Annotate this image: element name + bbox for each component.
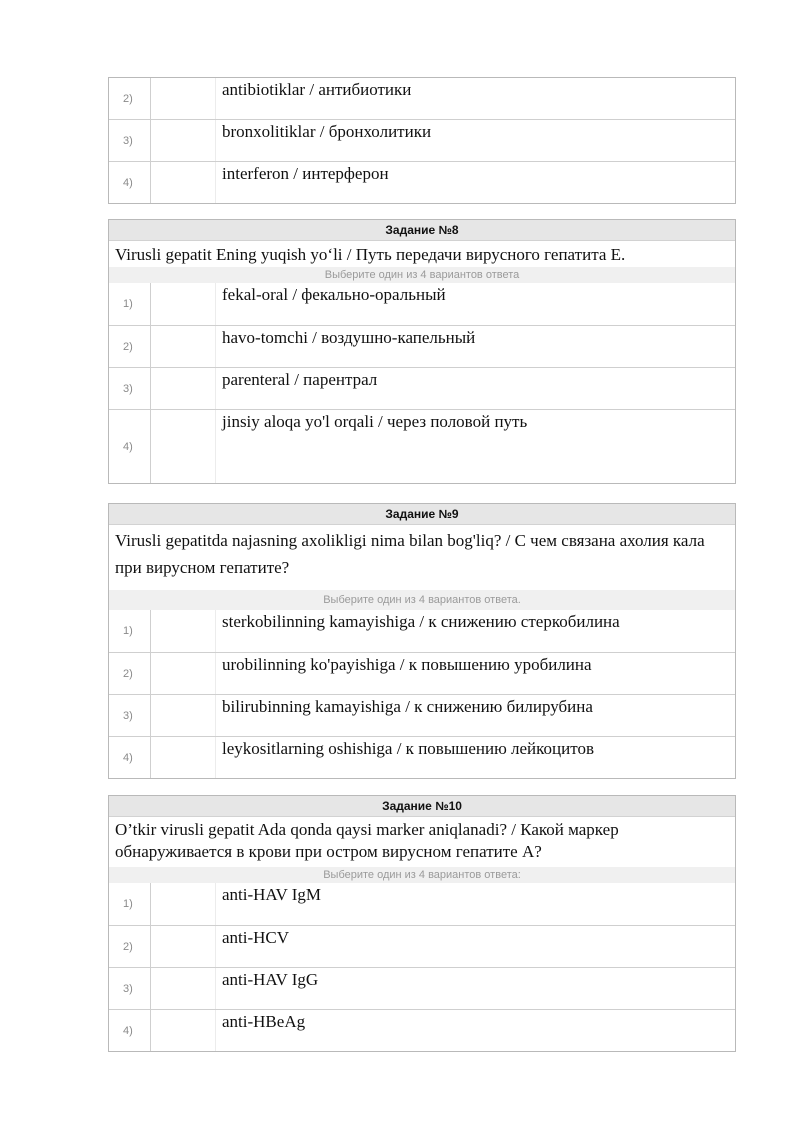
answer-option[interactable] bbox=[109, 325, 735, 367]
answer-option[interactable] bbox=[109, 1009, 735, 1051]
option-number: 3) bbox=[109, 695, 151, 736]
answer-option[interactable] bbox=[109, 967, 735, 1009]
option-number: 4) bbox=[109, 410, 151, 483]
option-text: interferon / интерферон bbox=[222, 164, 389, 183]
option-text: parenteral / парентрал bbox=[222, 370, 378, 389]
answer-option[interactable] bbox=[109, 283, 735, 325]
task-header: Задание №9 bbox=[109, 504, 735, 525]
answer-option[interactable] bbox=[109, 78, 735, 119]
option-number: 3) bbox=[109, 120, 151, 161]
option-text: urobilinning ko'payishiga / к повышению уробилина bbox=[222, 655, 592, 674]
answer-option[interactable] bbox=[109, 694, 735, 736]
question-text: Virusli gepatit Ening yuqish yoʻli / Путь передачи вирусного гепатита E. bbox=[115, 245, 626, 264]
task8-block bbox=[108, 219, 736, 484]
option-text: anti-HBeAg bbox=[222, 1012, 306, 1031]
question-text: Virusli gepatitda najasning axolikligi nima bilan bog'liq? / С чем связана ахолия кала при вирусном гепатите? bbox=[115, 531, 705, 577]
option-number: 1) bbox=[109, 610, 151, 652]
option-number: 2) bbox=[109, 78, 151, 119]
option-number: 1) bbox=[109, 883, 151, 925]
option-text: jinsiy aloqa yo'l orqali / через половой путь bbox=[222, 412, 528, 431]
option-text: bilirubinning kamayishiga / к снижению билирубина bbox=[222, 697, 593, 716]
task-header: Задание №10 bbox=[109, 796, 735, 817]
option-text: antibiotiklar / антибиотики bbox=[222, 80, 412, 99]
option-text: leykositlarning oshishiga / к повышению лейкоцитов bbox=[222, 739, 594, 758]
answer-option[interactable] bbox=[109, 736, 735, 778]
option-text: havo-tomchi / воздушно-капельный bbox=[222, 328, 476, 347]
answer-option[interactable] bbox=[109, 367, 735, 409]
option-text: fekal-oral / фекально-оральный bbox=[222, 285, 446, 304]
answer-instruction: Выберите один из 4 вариантов ответа bbox=[109, 267, 735, 283]
option-text: anti-HAV IgG bbox=[222, 970, 319, 989]
question-text: O’tkir virusli gepatit Ada qonda qaysi marker aniqlanadi? / Какой маркер обнаруживается в крови при остром вирусном гепатите А? bbox=[115, 820, 619, 861]
answer-option[interactable] bbox=[109, 883, 735, 925]
option-number: 4) bbox=[109, 1010, 151, 1051]
answer-option[interactable] bbox=[109, 925, 735, 967]
answer-option[interactable] bbox=[109, 652, 735, 694]
task-header: Задание №8 bbox=[109, 220, 735, 241]
answer-instruction: Выберите один из 4 вариантов ответа. bbox=[109, 590, 735, 610]
task7-continued-block bbox=[108, 77, 736, 204]
option-number: 3) bbox=[109, 968, 151, 1009]
option-number: 2) bbox=[109, 653, 151, 694]
option-number: 4) bbox=[109, 737, 151, 778]
option-number: 2) bbox=[109, 326, 151, 367]
task9-block bbox=[108, 503, 736, 779]
option-number: 3) bbox=[109, 368, 151, 409]
option-text: bronxolitiklar / бронхолитики bbox=[222, 122, 432, 141]
answer-option[interactable] bbox=[109, 409, 735, 483]
option-text: sterkobilinning kamayishiga / к снижению стеркобилина bbox=[222, 612, 620, 631]
answer-option[interactable] bbox=[109, 610, 735, 652]
answer-option[interactable] bbox=[109, 161, 735, 203]
option-text: anti-HCV bbox=[222, 928, 290, 947]
answer-instruction: Выберите один из 4 вариантов ответа: bbox=[109, 867, 735, 883]
option-text: anti-HAV IgM bbox=[222, 885, 322, 904]
task10-block bbox=[108, 795, 736, 1052]
answer-option[interactable] bbox=[109, 119, 735, 161]
option-number: 4) bbox=[109, 162, 151, 203]
option-number: 1) bbox=[109, 283, 151, 325]
option-number: 2) bbox=[109, 926, 151, 967]
